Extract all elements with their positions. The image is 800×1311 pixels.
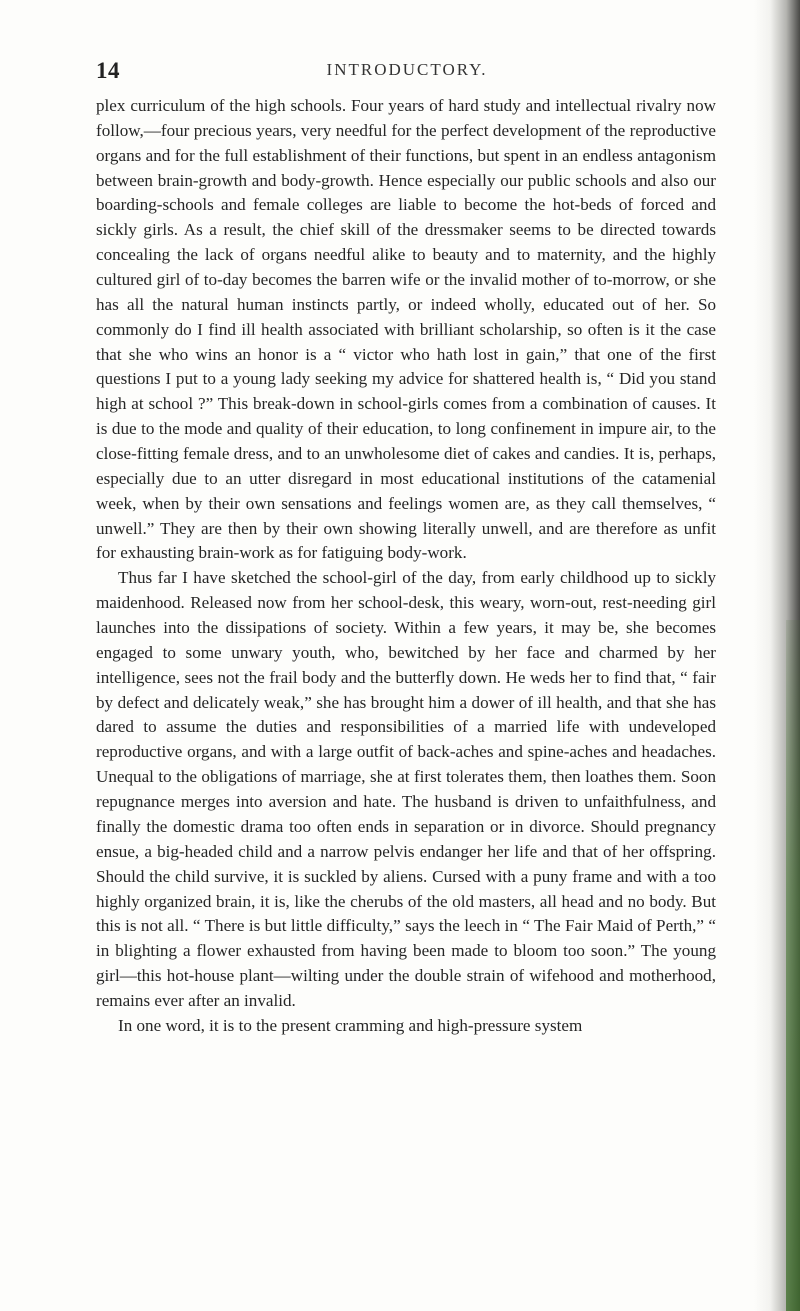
page-number: 14 <box>96 58 120 83</box>
paragraph: In one word, it is to the present cramming and high-pressure system <box>118 1015 583 1035</box>
running-head: INTRODUCTORY. <box>326 60 488 79</box>
paragraph: Thus far I have sketched the school-girl of the day, from early childhood up to sickly maidenhood. Released now from her school-desk, this weary, worn-out, rest-needing girl launches into the dissipations of society. Within a few years, it may be, she becomes engaged to some unwary youth, who, bewitched by her face and charmed by her intelligence, sees not the frail body and the butterfly down. He weds her to find that, “ fair by defect and delicately weak,” she has brought him a dower of ill health, and that she has dared to assume the duties and responsibilities of a married life with undeveloped reproductive organs, and with a large outfit of back-aches and spine-aches and headaches. Unequal to the obligations of marriage, she at first tolerates them, then loathes them. Soon repugnance merges into aversion and hate. The husband is driven to unfaithfulness, and finally the domestic drama too often ends in separation or in divorce. Should pregnancy ensue, a big-headed child and a narrow pelvis endanger her life and that of her offspring. Should the child survive, it is suckled by aliens. Cursed with a puny frame and with a too highly organized brain, it is, like the cherubs of the old masters, all head and no body. But this is not all. “ There is but little difficulty,” says the leech in “ The Fair Maid of Perth,” “ in blighting a flower exhausted from having been made to bloom too soon.” The young girl—this hot-house plant—wilting under the double strain of wifehood and motherhood, remains ever after an invalid. <box>96 568 716 1010</box>
body-text <box>96 94 716 1039</box>
page-edge-strip <box>786 620 800 1311</box>
paragraph: plex curriculum of the high schools. Four years of hard study and intellectual rivalry now follow,—four precious years, very needful for the perfect development of the reproductive organs and for the full establishment of their functions, but spent in an endless antagonism between brain-growth and body-growth. Hence especially our public schools and also our boarding-schools and female colleges are liable to become the hot-beds of forced and sickly girls. As a result, the chief skill of the dressmaker seems to be directed towards concealing the lack of organs needful alike to beauty and to maternity, and the highly cultured girl of to-day becomes the barren wife or the invalid mother of to-morrow, or she has all the natural human instincts partly, or indeed wholly, educated out of her. So commonly do I find ill health associated with brilliant scholarship, so often is it the case that she who wins an honor is a “ victor who hath lost in gain,” that one of the first questions I put to a young lady seeking my advice for shattered health is, “ Did you stand high at school ?” This break-down in school-girls comes from a combination of causes. It is due to the mode and quality of their education, to long confinement in impure air, to the close-fitting female dress, and to an unwholesome diet of cakes and candies. It is, perhaps, especially due to an utter disregard in most educational institutions of the catamenial week, when by their own sensations and feelings women are, as they call themselves, “ unwell.” They are then by their own showing literally unwell, and are therefore as unfit for exhausting brain-work as for fatiguing body-work. <box>96 96 716 563</box>
